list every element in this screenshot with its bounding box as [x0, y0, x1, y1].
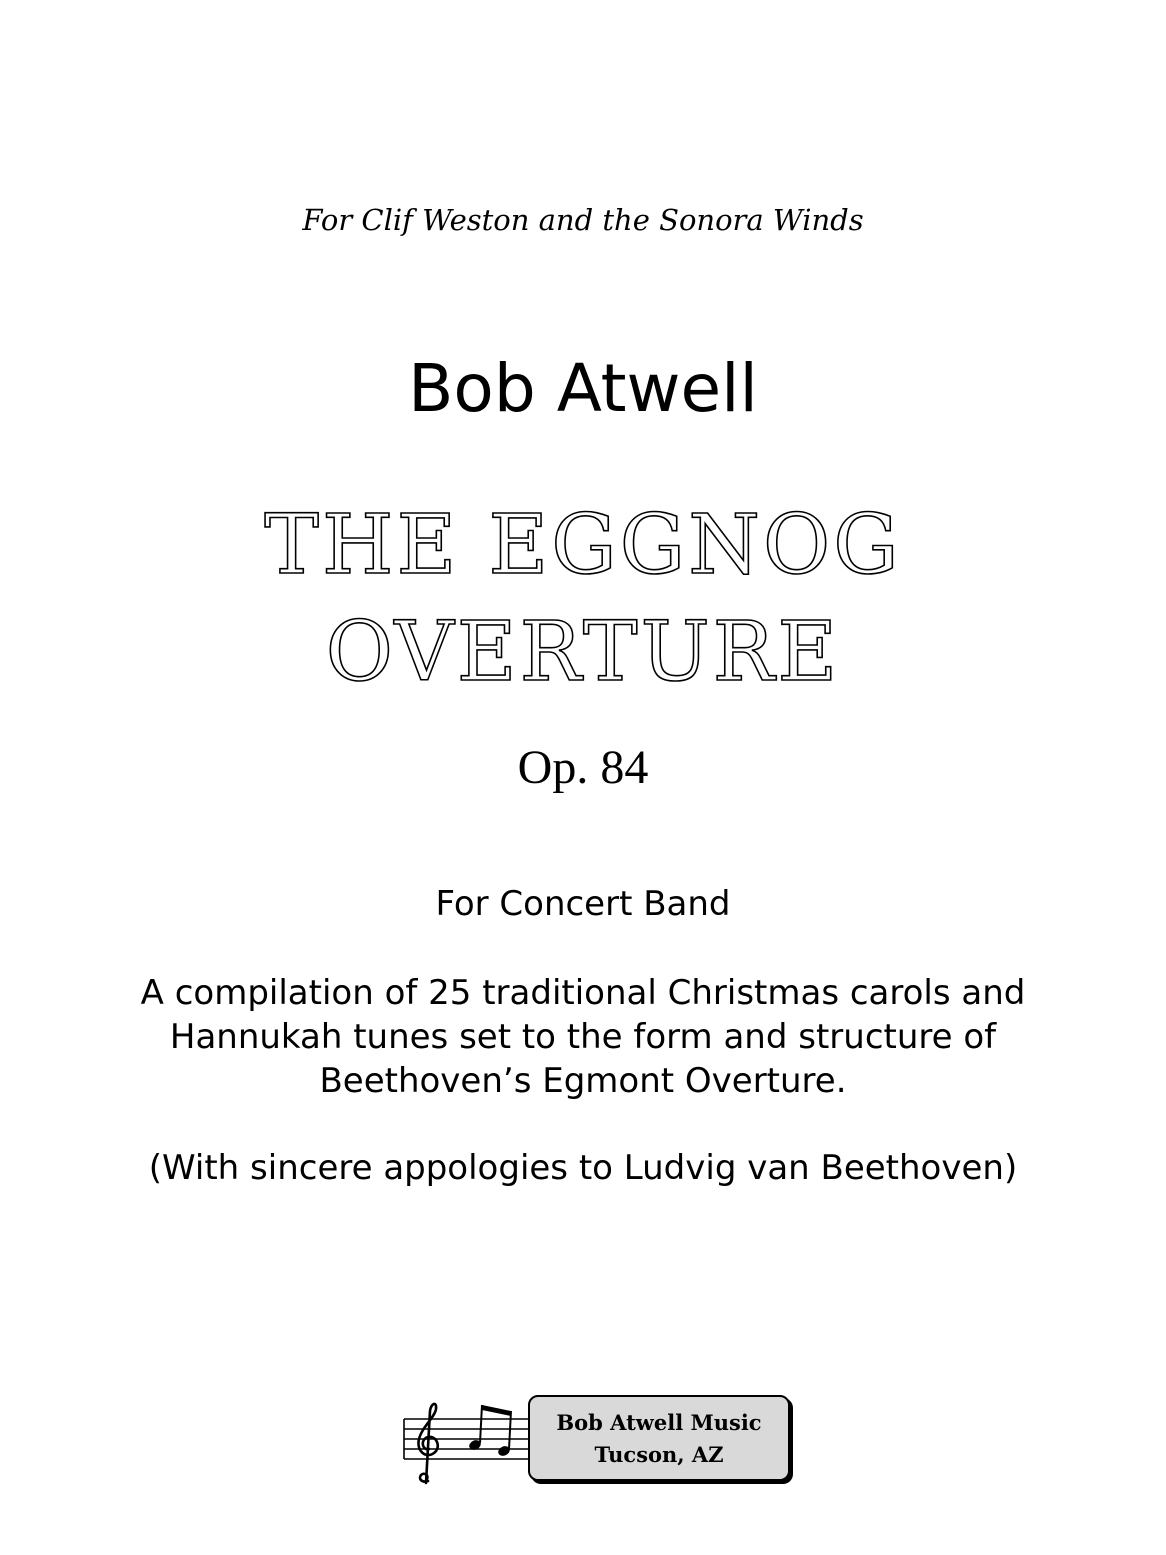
composer-name: Bob Atwell — [408, 350, 758, 427]
description-line: Hannukah tunes set to the form and structure of — [169, 1017, 997, 1057]
description — [100, 971, 1066, 1103]
publisher-location: Tucson, AZ — [594, 1442, 724, 1467]
title-line-1: THE EGGNOG — [264, 498, 902, 593]
opus-number: Op. 84 — [517, 741, 649, 794]
publisher-name: Bob Atwell Music — [556, 1410, 762, 1435]
dedication: For Clif Weston and the Sonora Winds — [302, 203, 864, 237]
publisher-logo — [402, 1393, 797, 1488]
description-line: A compilation of 25 traditional Christmas carols and — [140, 973, 1026, 1013]
treble-clef-icon — [418, 1404, 437, 1483]
instrumentation: For Concert Band — [435, 884, 731, 924]
apology-note: (With sincere appologies to Ludvig van Beethoven) — [148, 1148, 1018, 1188]
title-line-2: OVERTURE — [325, 605, 841, 700]
description-line: Beethoven’s Egmont Overture. — [319, 1061, 847, 1101]
music-staff-icon — [402, 1393, 532, 1488]
publisher-box — [528, 1395, 790, 1481]
